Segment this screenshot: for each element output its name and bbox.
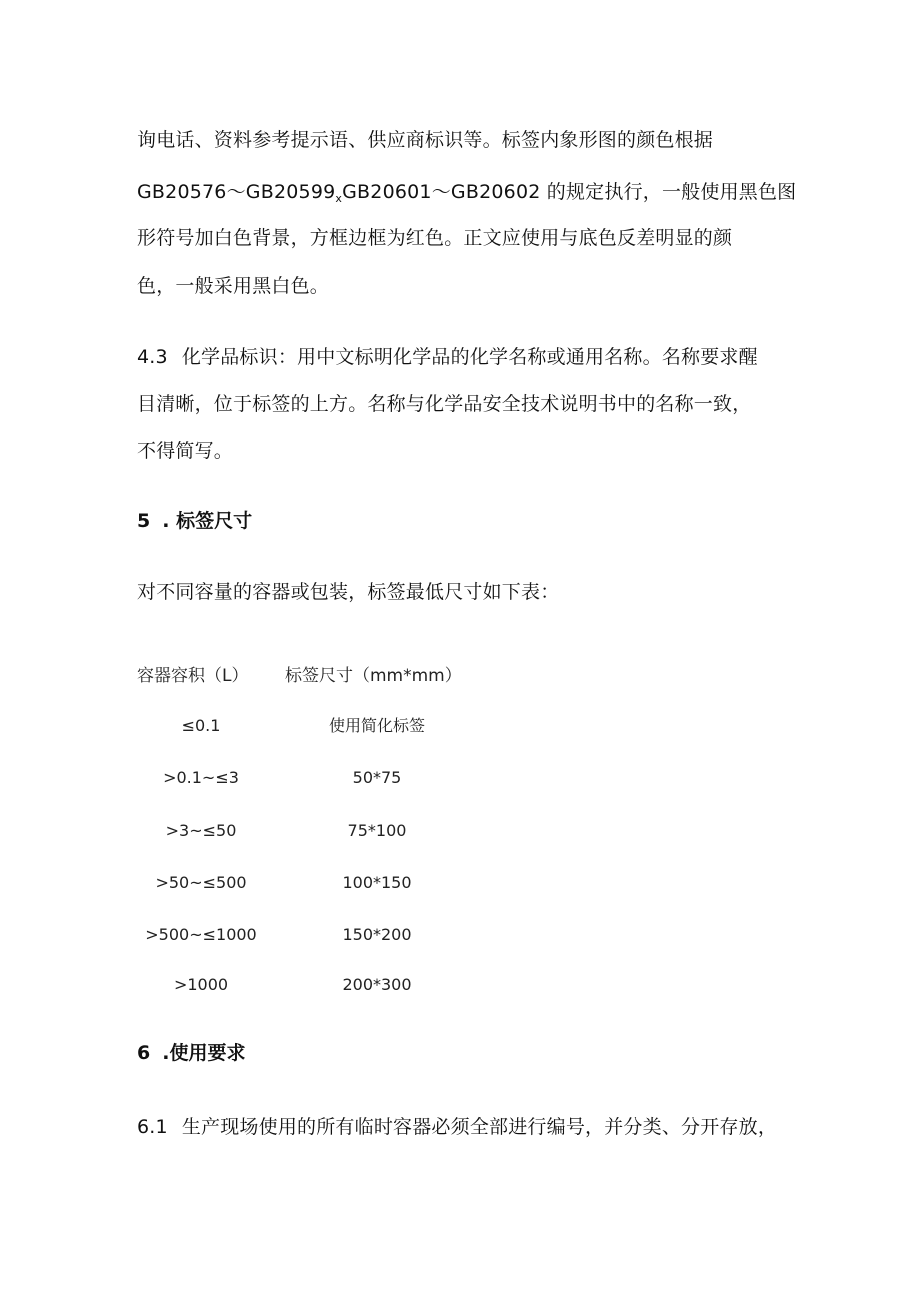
table-cell-size: 150*200	[342, 925, 412, 944]
table-cell-volume: >1000	[173, 975, 229, 994]
standard-range-a: GB20576～GB20599	[137, 181, 336, 203]
section-5-heading	[137, 509, 252, 533]
section-number: 5	[137, 510, 151, 532]
table-cell-size: 50*75	[352, 768, 402, 787]
table-cell-volume: >0.1~≤3	[163, 768, 239, 787]
table-cell-size: 使用简化标签	[328, 716, 425, 735]
section-number: 4.3	[137, 346, 168, 368]
table-cell-size: 200*300	[342, 975, 412, 994]
section-5-intro: 对不同容量的容器或包装，标签最低尺寸如下表：	[137, 581, 560, 603]
table-cell-volume: >50~≤500	[155, 873, 247, 892]
table-cell-size: 100*150	[342, 873, 412, 892]
section-title: .使用要求	[162, 1042, 246, 1064]
table-header-size: 标签尺寸（mm*mm）	[285, 666, 462, 686]
section-number: 6.1	[137, 1116, 168, 1138]
paragraph-line: 色，一般采用黑白色。	[137, 275, 330, 297]
section-4-3-line: 目清晰，位于标签的上方。名称与化学品安全技术说明书中的名称一致，	[137, 393, 752, 415]
paragraph-line: 询电话、资料参考提示语、供应商标识等。标签内象形图的颜色根据	[137, 129, 714, 151]
table-cell-volume: >3~≤50	[165, 821, 237, 840]
section-6-heading	[137, 1041, 245, 1065]
subscript-separator: x	[335, 192, 343, 205]
table-cell-volume: >500~≤1000	[145, 925, 257, 944]
section-4-3-line	[137, 345, 758, 369]
table-header-volume: 容器容积（L）	[137, 666, 249, 686]
table-cell-size: 75*100	[347, 821, 407, 840]
paragraph-line: 形符号加白色背景，方框边框为红色。正文应使用与底色反差明显的颜	[137, 227, 733, 249]
table-cell-volume: ≤0.1	[181, 716, 221, 735]
section-6-1-line	[137, 1115, 777, 1139]
paragraph-line	[137, 180, 796, 211]
standard-range-b: GB20601～GB20602 的规定执行，一般使用黑色图	[342, 181, 797, 203]
section-title: . 标签尺寸	[162, 510, 253, 532]
section-number: 6	[137, 1042, 151, 1064]
section-4-3-line: 不得简写。	[137, 440, 234, 462]
section-text: 生产现场使用的所有临时容器必须全部进行编号，并分类、分开存放，	[181, 1116, 778, 1138]
section-text: 化学品标识：用中文标明化学品的化学名称或通用名称。名称要求醒	[181, 346, 758, 368]
